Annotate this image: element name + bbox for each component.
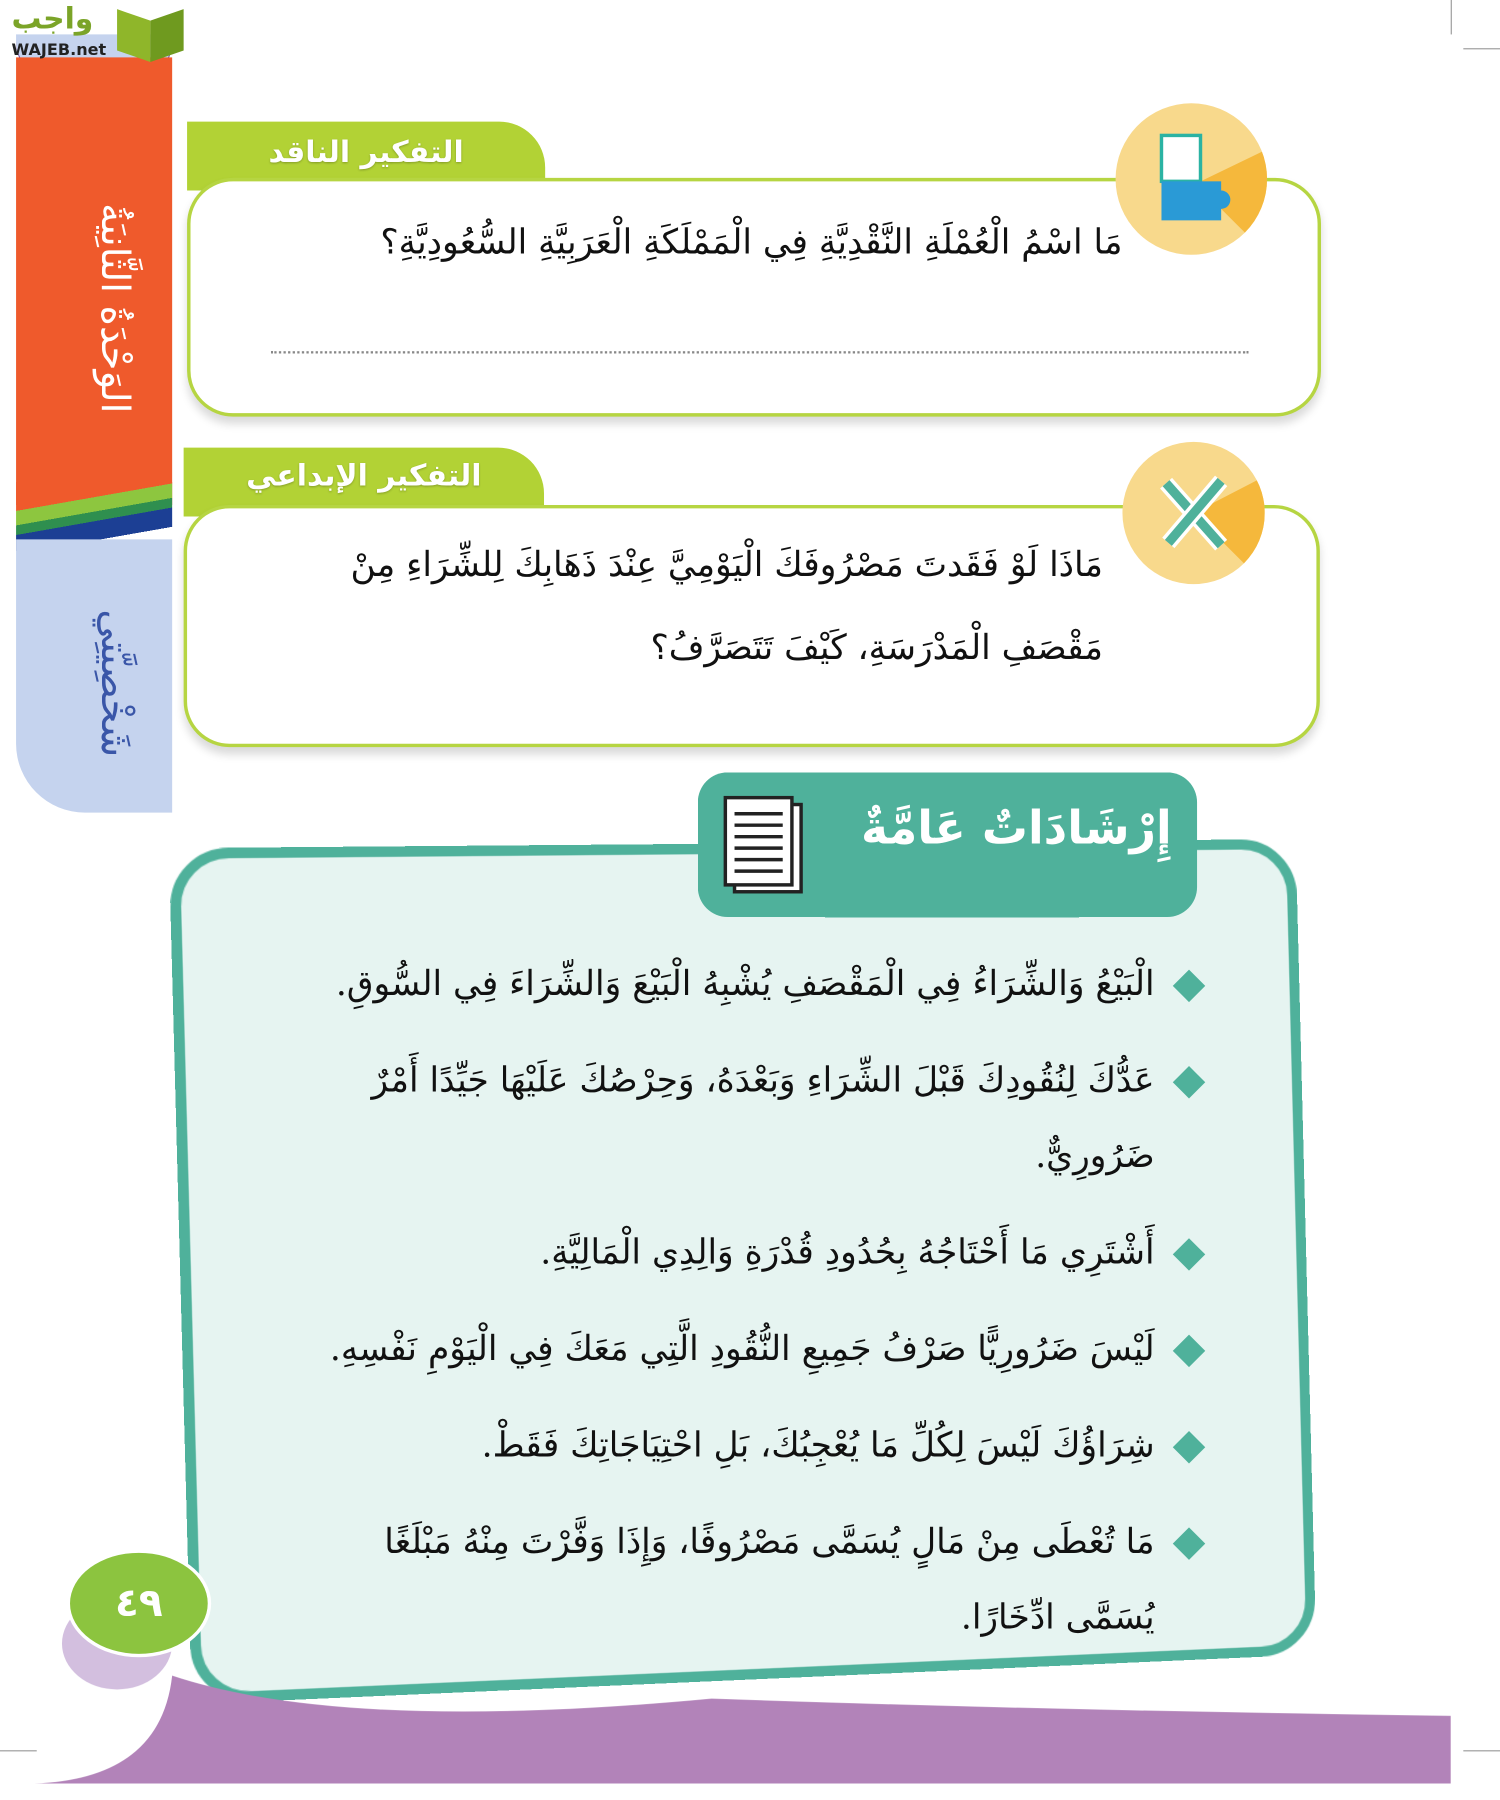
- guidelines-list: [310, 947, 1205, 1677]
- diamond-bullet-icon: [1173, 1238, 1205, 1270]
- guidelines-title: إِرْشَادَاتٌ عَامَّةٌ: [860, 802, 1172, 856]
- list-item-text: أَشْتَرِي مَا أَحْتَاجُهُ بِحُدُودِ قُدْرَةِ وَالِدِي الْمَالِيَّةِ.: [540, 1232, 1155, 1273]
- list-item-text: عَدُّكَ لِنُقُودِكَ قَبْلَ الشِّرَاءِ وَبَعْدَهُ، وَحِرْصُكَ عَلَيْهَا جَيِّدًا أَمْرٌ ضَرُورِيٌّ.: [371, 1060, 1155, 1177]
- answer-line[interactable]: [271, 351, 1249, 353]
- guidelines-header: [698, 772, 1197, 917]
- critical-question: مَا اسْمُ الْعُمْلَةِ النَّقْدِيَّةِ فِي الْمَمْلَكَةِ الْعَرَبِيَّةِ السُّعُودِيَّةِ؟: [380, 222, 1123, 263]
- logo-latin: WAJEB.net: [11, 41, 107, 60]
- puzzle-icon: [1116, 103, 1267, 254]
- pencil-brush-icon: [1122, 442, 1264, 584]
- unit-label: الوَحْدَةُ الثَّانِيَةُ: [91, 202, 138, 414]
- diamond-bullet-icon: [1173, 1066, 1205, 1098]
- list-item: [310, 1408, 1205, 1484]
- list-item-text: الْبَيْعُ وَالشِّرَاءُ فِي الْمَقْصَفِ يُشْبِهُ الْبَيْعَ وَالشِّرَاءَ فِي السُّوقِ.: [335, 964, 1155, 1005]
- logo-arabic: واجب: [11, 2, 94, 37]
- crop-mark: [1451, 0, 1452, 34]
- page-number: ٤٩: [115, 1580, 163, 1627]
- critical-thinking-title: التفكير الناقد: [187, 122, 545, 191]
- list-item-text: شِرَاؤُكَ لَيْسَ لِكُلِّ مَا يُعْجِبُكَ، بَلِ احْتِيَاجَاتِكَ فَقَطْ.: [481, 1425, 1155, 1466]
- list-item: [310, 1312, 1205, 1388]
- topic-label: شَخْصِيَّتِي: [91, 609, 138, 758]
- bottom-wave: [0, 1630, 1500, 1800]
- diamond-bullet-icon: [1173, 970, 1205, 1002]
- crop-mark: [1463, 48, 1500, 49]
- list-item-text: مَا تُعْطَى مِنْ مَالٍ يُسَمَّى مَصْرُوفًا، وَإِذَا وَفَّرْتَ مِنْهُ مَبْلَغًا يُسَمَّى ادِّخَارًا.: [384, 1521, 1155, 1638]
- list-item: [310, 1215, 1205, 1291]
- creative-thinking-title: التفكير الإبداعي: [184, 448, 544, 517]
- page-number-badge: [67, 1549, 212, 1657]
- list-item: [310, 947, 1205, 1023]
- diamond-bullet-icon: [1173, 1527, 1205, 1559]
- book-icon: [112, 5, 188, 69]
- wajeb-logo: [7, 2, 191, 69]
- list-item: [310, 1043, 1205, 1194]
- creative-question: مَاذَا لَوْ فَقَدتَ مَصْرُوفَكَ الْيَوْمِيَّ عِنْدَ ذَهَابِكَ لِلشِّرَاءِ مِنْ مَقْصَفِ الْمَدْرَسَةِ، كَيْفَ تَتَصَرَّفُ؟: [350, 545, 1103, 668]
- diamond-bullet-icon: [1173, 1431, 1205, 1463]
- diamond-bullet-icon: [1173, 1335, 1205, 1367]
- list-item-text: لَيْسَ ضَرُورِيًّا صَرْفُ جَمِيعِ النُّقُودِ الَّتِي مَعَكَ فِي الْيَوْمِ نَفْسِهِ.: [329, 1329, 1155, 1370]
- document-icon: [718, 793, 808, 899]
